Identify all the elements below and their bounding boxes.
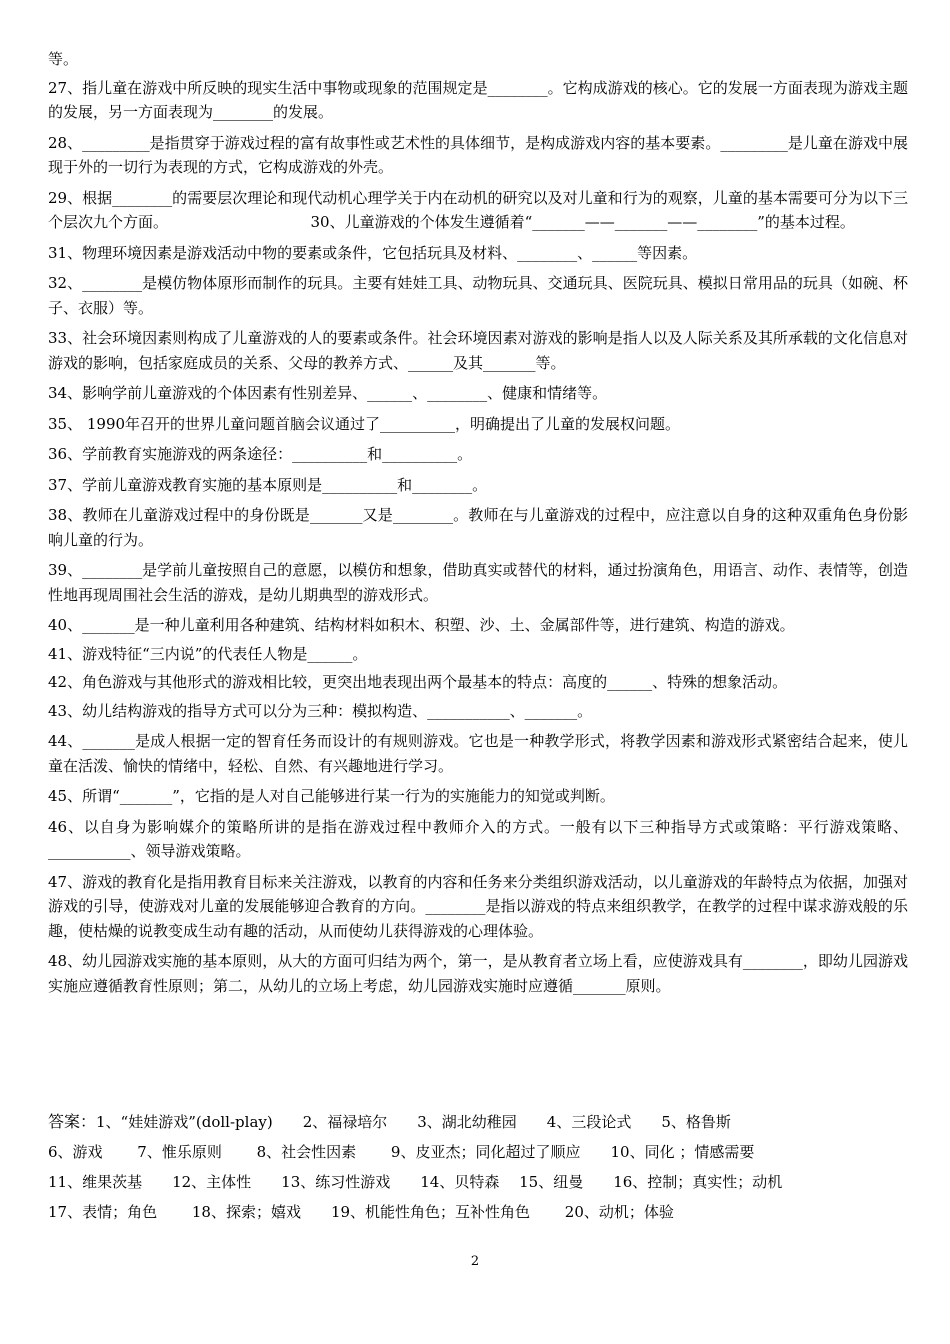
question-38: 38、教师在儿童游戏过程中的身份既是_______又是________。教师在与儿童游戏的过程中，应注意以自身的这种双重角色身份影响儿童的行为。 [48,506,908,549]
question-list [48,47,908,1004]
question-31: 31、物理环境因素是游戏活动中物的要素或条件，它包括玩具及材料、________、______等因素。 [48,243,698,262]
question-29-30: 29、根据________的需要层次理论和现代动机心理学关于内在动机的研究以及对儿童和行为的观察，儿童的基本需要可分为以下三个层次九个方面。 30、儿童游戏的个体发生遵循着“_______——_______——________”的基本过程。 [48,188,908,231]
question-34: 34、影响学前儿童游戏的个体因素有性别差异、______、________、健康和情绪等。 [48,384,608,402]
page-number: 2 [470,1254,480,1269]
answer-line-2: 6、游戏 7、惟乐原则 8、社会性因素 9、皮亚杰；同化超过了顺应 10、同化 ；情感需要 [48,1143,755,1161]
question-32: 32、________是模仿物体原形而制作的玩具。主要有娃娃工具、动物玩具、交通玩具、医院玩具、模拟日常用品的玩具（如碗、杯子、衣服）等。 [48,274,908,317]
question-40: 40、_______是一种儿童利用各种建筑、结构材料如积木、积塑、沙、土、金属部件等，进行建筑、构造的游戏。 [48,616,795,634]
question-46: 46、以自身为影响媒介的策略所讲的是指在游戏过程中教师介入的方式。一般有以下三种指导方式或策略：平行游戏策略、___________、领导游戏策略。 [48,817,908,860]
question-45: 45、所谓“_______”，它指的是人对自己能够进行某一行为的实施能力的知觉或判断。 [48,787,615,805]
question-37: 37、学前儿童游戏教育实施的基本原则是__________和________。 [48,475,488,494]
answer-label: 答案： [48,1112,97,1131]
question-35: 35、 1990年召开的世界儿童问题首脑会议通过了__________，明确提出了儿童的发展权问题。 [48,414,681,433]
question-39: 39、________是学前儿童按照自己的意愿，以模仿和想象，借助真实或替代的材料，通过扮演角色，用语言、动作、表情等，创造性地再现周围社会生活的游戏，是幼儿期典型的游戏形式。 [48,561,908,604]
question-36: 36、学前教育实施游戏的两条途径：__________和__________。 [48,445,473,463]
paragraph-continuation: 等。 [48,50,79,68]
question-33: 33、社会环境因素则构成了儿童游戏的人的要素或条件。社会环境因素对游戏的影响是指人以及人际关系及其所承载的文化信息对游戏的影响，包括家庭成员的关系、父母的教养方式、______及其_______等。 [48,329,908,372]
answer-key [48,1110,908,1230]
answer-line-4: 17、表情；角色 18、探索；嬉戏 19、机能性角色；互补性角色 20、动机；体验 [48,1203,674,1221]
question-42: 42、角色游戏与其他形式的游戏相比较，更突出地表现出两个最基本的特点：高度的______、特殊的想象活动。 [48,673,788,691]
question-47: 47、游戏的教育化是指用教育目标来关注游戏，以教育的内容和任务来分类组织游戏活动，以儿童游戏的年龄特点为依据，加强对游戏的引导，使游戏对儿童的发展能够迎合教育的方向。________是指以游戏的特点来组织教学，在教学的过程中谋求游戏般的乐趣，使枯燥的说教变成生动有趣的活动，从而使幼儿获得游戏的心理体验。 [48,872,908,940]
answer-text-1: 1、“娃娃游戏”(doll-play) 2、福禄培尔 3、湖北幼稚园 4、三段论式 5、格鲁斯 [96,1113,731,1131]
question-48: 48、幼儿园游戏实施的基本原则，从大的方面可归结为两个，第一，是从教育者立场上看，应使游戏具有________，即幼儿园游戏实施应遵循教育性原则；第二，从幼儿的立场上考虑，幼儿园游戏实施时应遵循_______原则。 [48,952,908,995]
question-27: 27、指儿童在游戏中所反映的现实生活中事物或现象的范围规定是________。它构成游戏的核心。它的发展一方面表现为游戏主题的发展，另一方面表现为________的发展。 [48,78,908,121]
question-28: 28、_________是指贯穿于游戏过程的富有故事性或艺术性的具体细节，是构成游戏内容的基本要素。_________是儿童在游戏中展现于外的一切行为表现的方式，它构成游戏的外壳。 [48,133,908,176]
answer-line-1 [48,1110,908,1134]
question-44: 44、_______是成人根据一定的智育任务而设计的有规则游戏。它也是一种教学形式，将教学因素和游戏形式紧密结合起来，使儿童在活泼、愉快的情绪中，轻松、自然、有兴趣地进行学习。 [48,732,908,775]
answer-line-3: 11、维果茨基 12、主体性 13、练习性游戏 14、贝特森 15、纽曼 16、控制；真实性；动机 [48,1173,783,1191]
question-43: 43、幼儿结构游戏的指导方式可以分为三种：模拟构造、___________、_______。 [48,701,593,720]
question-41: 41、游戏特征“三内说”的代表任人物是______。 [48,644,368,663]
